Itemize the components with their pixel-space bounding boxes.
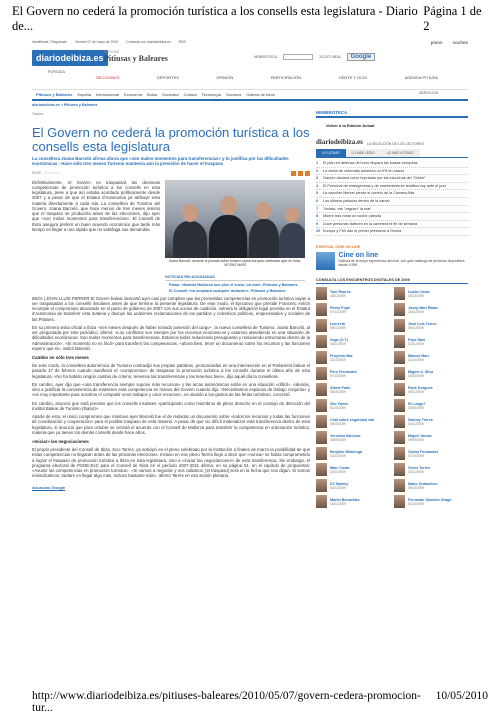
readers-title: LA SELECCIÓN DE LOS LECTORES bbox=[366, 142, 424, 146]
list-item-title[interactable]: Garzón declara como imputado por las escuchas del "Gürtel" bbox=[323, 176, 426, 181]
tab-sucesos[interactable]: Sucesos bbox=[225, 92, 242, 97]
print-page-number: Página 1 de 2 bbox=[423, 4, 482, 33]
encounter-name[interactable]: Proyecto Mar bbox=[330, 353, 353, 358]
readers-list-item[interactable] bbox=[316, 175, 468, 183]
encounter-item[interactable] bbox=[316, 319, 390, 333]
avatar bbox=[316, 447, 327, 460]
section-tag bbox=[104, 50, 168, 63]
avatar bbox=[316, 479, 327, 492]
encounter-date: 18/11/2009 bbox=[408, 309, 424, 314]
article-paragraph: El propio presidente del Consell de Ibiza, Xico Tarrés, ya anticipó en el pleno celebrado por la institución a finales de marzo la posibilidad de que estas competencias no llegaran antes de las próximas elecciones. Incluso en ese pleno Tarrés llegó a decir que «nunca» se había comprometido a lograr el traspaso de promoción turística a Ibiza en esta legislatura, sino a «iniciar las negociaciones» de esta transferencia. Sin embargo, el programa electoral de PSOE-ExC para el Consell de Ibiza en el período 2007-2011 afirma, en su página 51, en el capítulo de propuestas: «Asumir las competencias en promoción turística». «Sí vamos a negociar y nos callamos, [el traspaso] será en la fecha que nos digan. Si somos reivindicativos, tardaré en llegar algo más, incluso bastante más», afirmó Tarrés en esa sesión plenaria. bbox=[32, 447, 310, 479]
encounter-date: 15/12/2009 bbox=[408, 293, 424, 298]
encounter-date: 16/10/2009 bbox=[408, 373, 424, 378]
list-number: 5 bbox=[316, 191, 319, 196]
encounter-date: 02/11/2009 bbox=[408, 341, 424, 346]
article-paragraph: Aparte de esto, el único compromiso que mantuvo ayer Barceló fue el de redactar un documento sobre «todos los recursos y todas las funciones de coordinación y cooperación» para el posible traspaso de esta materia. A pesar de que vio difícil materializar esta transferencia dentro de esta legislatura, sí anunció que para octubre se cerrará el acuerdo con el Consell de Mallorca para transferir la competencia en ordenación turística, materia que ya tienen los demás consells desde hace años. bbox=[32, 414, 310, 435]
tab-internacional[interactable]: Internacional bbox=[96, 92, 119, 97]
print-icon[interactable] bbox=[291, 171, 296, 176]
article-paragraph: IBIZA | JOAN LLUÍS FERRER El Govern balear descartó ayer casi por completo que las prometidas competencias en promoción turística vayan a ser traspasadas a los consells insulares antes de que termine la presente legislatura. De este modo, el Ejecutivo que preside Francesc Antich incumple el compromiso alcanzado en el pacto de gobierno de 2007 con sus socios de coalición, vulnera la obligación legal prevista en el Estatut d'Autonomia de transferir esta materia y desoye las unánimes reclamaciones de los partidos y colectivos políticos, empresariales y sociales de las Pitiüses. bbox=[32, 295, 310, 322]
nav-gente-ocio[interactable]: GENTE Y OCIO bbox=[338, 75, 368, 80]
rss-link[interactable]: RSS bbox=[178, 40, 186, 44]
encounter-name[interactable]: Benjamí Villalonga bbox=[330, 449, 362, 454]
encounter-item[interactable] bbox=[394, 479, 468, 493]
encounter-name[interactable]: Lucrecia bbox=[330, 321, 345, 326]
avatar bbox=[316, 431, 327, 444]
readers-list-header bbox=[316, 138, 468, 146]
encounter-item[interactable] bbox=[316, 495, 390, 509]
email-icon[interactable] bbox=[298, 171, 303, 176]
section-small-label: NOTICIAS bbox=[104, 50, 120, 54]
print-title: El Govern no cederá la promoción turística a los consells esta legislatura - Diario de... bbox=[12, 4, 418, 33]
readers-list-item[interactable] bbox=[316, 168, 468, 176]
photo-person-4 bbox=[279, 223, 305, 258]
pisos-link[interactable]: pisos bbox=[430, 39, 443, 45]
nav-participacion[interactable]: PARTICIPACIÓN bbox=[270, 75, 302, 80]
list-item-title[interactable]: El plan en defensa del euro dispara las bolsas europeas bbox=[323, 161, 418, 165]
back-to-current-link[interactable]: Volver a la Edición Actual bbox=[326, 123, 375, 128]
encounter-item[interactable] bbox=[394, 367, 468, 381]
weather-label: 20-33°C IBIZA bbox=[319, 55, 341, 59]
encounter-item[interactable] bbox=[316, 287, 390, 301]
list-item-title[interactable]: Doce personas fallecen en la carretera el fin de semana bbox=[323, 221, 418, 226]
encounter-date: 09/12/2009 bbox=[408, 485, 424, 490]
avatar bbox=[394, 463, 405, 476]
section-tabs bbox=[32, 89, 468, 101]
servicios-link[interactable]: SERVICIOS bbox=[419, 91, 438, 95]
encounter-date: 25/09/2009 bbox=[330, 437, 346, 442]
encounter-name[interactable]: Pedro Pujol bbox=[330, 305, 350, 310]
encounter-name[interactable]: Mario Ordaucheu bbox=[408, 481, 438, 486]
hemeroteca-link[interactable]: HEMEROTECA bbox=[254, 55, 278, 59]
article-paragraph: En cambio, ayer dijo que «una transferencia siempre supone más recursos» y las arcas autonómicas están en una situación «difícil». Además, vino a justificar la conveniencia de mantener esta competencia en manos del Govern cuando dijo: «Necesitamos espacios de trabajo conjunto» y «es muy importante para nosotros el compartir unos trabajos y unos recursos», en alusión a los gastos de las ferias turísticas, concretó. bbox=[32, 381, 310, 398]
encounter-date: 09/09/2009 bbox=[408, 437, 424, 442]
encounter-name[interactable]: Martín Benavidez bbox=[330, 497, 360, 502]
photo-person-1 bbox=[173, 221, 207, 258]
photo-person-3 bbox=[249, 219, 279, 258]
encounter-name[interactable]: Silo Tarrés bbox=[330, 401, 349, 406]
encounter-date: 01/10/2009 bbox=[330, 405, 346, 410]
avatar bbox=[316, 415, 327, 428]
related-title: NOTICIAS RELACIONADAS bbox=[165, 275, 305, 281]
list-number: 1 bbox=[316, 161, 319, 165]
encounter-item[interactable] bbox=[316, 383, 390, 397]
encounter-date: 07/12/2009 bbox=[330, 309, 346, 314]
readers-tabs bbox=[316, 149, 468, 158]
related-link-2[interactable]: El Consell «no aceptará cualquier dotación». Pitiusas y Baleares bbox=[169, 288, 286, 293]
avatar bbox=[394, 351, 405, 364]
readers-list-item[interactable] bbox=[316, 160, 468, 168]
encounter-name[interactable]: Miguel A. Silva bbox=[408, 369, 434, 374]
encounter-date: 02/11/2009 bbox=[408, 469, 424, 474]
print-header bbox=[12, 4, 488, 34]
cine-description: Disfruta de la mejor experiencia del cine, con gran catálogo de películas disponibles desde 9,99€. bbox=[338, 258, 465, 267]
cine-label: ESPECIAL CINE ON LINE bbox=[316, 244, 361, 249]
section-label: Pitiusas y Baleares bbox=[104, 54, 168, 63]
avatar bbox=[316, 287, 327, 300]
rating-stars-icon[interactable]: ☆☆☆☆☆ bbox=[43, 171, 60, 176]
encounter-date: 16/12/2009 bbox=[330, 501, 346, 506]
print-footer bbox=[32, 690, 488, 714]
avatar bbox=[316, 383, 327, 396]
article-lead: La consellera Joana Barceló afirma ahora que «son malos momentos para transferencias» y lo justifica por las dificultades económicas - Hace sólo tres meses Turismo mantenía aún la previsión de hacer el traspaso bbox=[32, 156, 289, 167]
list-item-title[interactable]: El Personal de emergencias y de mantenimiento testifica hoy ante el juez bbox=[323, 183, 447, 188]
avatar bbox=[316, 495, 327, 508]
encounter-name[interactable]: Albert Prats bbox=[330, 385, 351, 390]
list-number: 8 bbox=[316, 214, 319, 219]
encounter-item[interactable] bbox=[316, 463, 390, 477]
photo-caption: Joana Barceló, durante la jornada sobre turismo social europeo celebrada ayer en Ibiza. VICENT MARÍ bbox=[168, 258, 302, 267]
tab-bolsa[interactable]: Bolsa bbox=[146, 92, 157, 97]
avatar bbox=[394, 431, 405, 444]
avatar bbox=[316, 367, 327, 380]
readers-list-item[interactable] bbox=[316, 198, 468, 206]
encounter-item[interactable] bbox=[394, 303, 468, 317]
film-icon bbox=[316, 252, 335, 270]
tab-latest[interactable]: LO ÚLTIMO bbox=[316, 149, 346, 157]
avatar bbox=[394, 367, 405, 380]
encounter-date: 18/12/2009 bbox=[330, 293, 346, 298]
encounter-item[interactable] bbox=[394, 431, 468, 445]
encounter-name[interactable]: Josep Mari Ribas bbox=[408, 305, 438, 310]
encounter-date: 09/12/2009 bbox=[330, 325, 346, 330]
encounter-name[interactable]: Pepe Marí bbox=[408, 337, 425, 342]
encounter-item[interactable] bbox=[316, 431, 390, 445]
list-number: 6 bbox=[316, 198, 319, 203]
related-link-1[interactable]: Palau: «Montar Mallorca nos pise el suelo, irá mal». Pitiusas y Baleares bbox=[169, 282, 298, 287]
share-icon[interactable] bbox=[305, 171, 310, 176]
encounter-item[interactable] bbox=[316, 447, 390, 461]
encounter-date: 21/10/2009 bbox=[408, 357, 424, 362]
readers-list-item[interactable] bbox=[316, 221, 468, 229]
avatar bbox=[316, 399, 327, 412]
avatar bbox=[394, 399, 405, 412]
encounter-item[interactable] bbox=[394, 319, 468, 333]
encounter-name[interactable]: Vega (O.T.) bbox=[330, 337, 349, 342]
avatar bbox=[316, 303, 327, 316]
tab-most-voted[interactable]: LO MÁS VOTADO bbox=[381, 149, 420, 157]
article-time: 09:09 bbox=[32, 171, 41, 176]
encounter-name[interactable]: Verónica Sánchez bbox=[330, 433, 361, 438]
photo-head-4 bbox=[285, 207, 299, 223]
encounter-date: 03/11/2009 bbox=[408, 421, 424, 426]
sidebar bbox=[316, 110, 468, 509]
encounter-date: 09/11/2009 bbox=[408, 325, 424, 330]
list-number: 9 bbox=[316, 221, 319, 226]
photo-head-3 bbox=[256, 202, 271, 219]
encounter-item[interactable] bbox=[394, 447, 468, 461]
tab-espana[interactable]: España bbox=[77, 92, 92, 97]
list-item-title[interactable]: La venta de viviendas aumenta un 9% en marzo bbox=[323, 168, 405, 173]
article-top-row bbox=[32, 180, 310, 293]
encounter-item[interactable] bbox=[316, 367, 390, 381]
encounter-name[interactable]: Manuel Marí bbox=[408, 353, 429, 358]
list-item-title[interactable]: Muere tras robar un coche patrulla bbox=[323, 214, 382, 219]
encounter-date: 11/12/2009 bbox=[330, 357, 346, 362]
nav-secciones[interactable]: SECCIONES bbox=[96, 75, 120, 80]
readers-list-item[interactable] bbox=[316, 183, 468, 191]
nav-deportes[interactable]: DEPORTES bbox=[156, 75, 179, 80]
encounter-item[interactable] bbox=[394, 351, 468, 365]
list-item-title[interactable]: 'Vudalo, me "caguen" la mar' bbox=[323, 206, 372, 211]
main-nav bbox=[32, 74, 468, 81]
article-paragraph: En su primera visita oficial a Ibiza –tres meses después de haber tomado posesión del cargo–, la nueva consellera de Turismo, Joana Barceló, al ser preguntada por este periódico, afirmó: «Los conflictos son siempre por los recursos económicos y estamos atendiendo en una situación de dificultades económicas. Son malos momentos para transferencias. Estamos todos reduciendo presupuesto y reduciendo estructuras dentro de la Administración». «El momento no es fácil» para transferir las competencias, «ahora bien, tener un documento sobre los recursos y las funciones espero que sí», indicó Barceló. bbox=[32, 324, 310, 351]
nav-opinion[interactable]: OPINIÓN bbox=[216, 75, 234, 80]
coches-link[interactable]: coches bbox=[452, 39, 468, 45]
encounter-date: 02/12/2009 bbox=[330, 485, 346, 490]
avatar bbox=[394, 303, 405, 316]
encounter-item[interactable] bbox=[316, 303, 390, 317]
encounter-date: 10/11/2009 bbox=[330, 453, 346, 458]
avatar bbox=[316, 335, 327, 348]
list-item-title[interactable]: Los últimos palacios dentro de la cárcel bbox=[323, 198, 390, 203]
encounters-grid bbox=[316, 287, 468, 509]
print-url: http://www.diariodeibiza.es/pitiuses-baleares/2010/05/07/govern-cedera-promocion-tur... bbox=[32, 690, 421, 714]
avatar bbox=[394, 479, 405, 492]
cine-block bbox=[316, 245, 468, 270]
encounter-item[interactable] bbox=[394, 495, 468, 509]
cine-title[interactable]: Cine on line bbox=[338, 251, 379, 259]
encounter-date: 05/10/2009 bbox=[330, 389, 346, 394]
article-tools bbox=[32, 170, 310, 177]
kicker: Turismo bbox=[32, 112, 44, 116]
tab-most-read[interactable]: LO MÁS LEÍDO bbox=[346, 149, 381, 157]
list-number: 4 bbox=[316, 183, 319, 188]
cine-promo[interactable] bbox=[316, 252, 468, 270]
encounter-name[interactable]: José Luis Torres bbox=[408, 321, 437, 326]
list-item-title[interactable]: Europa y FMI dan el primer préstamo a Grecia bbox=[323, 229, 402, 234]
encounter-item[interactable] bbox=[394, 399, 468, 413]
readers-list bbox=[316, 160, 468, 236]
article-photo bbox=[165, 180, 305, 258]
tab-cultura[interactable]: Cultura bbox=[183, 92, 197, 97]
avatar bbox=[394, 415, 405, 428]
photo-person-2 bbox=[209, 215, 247, 258]
encounter-name[interactable]: Miquel Jaume bbox=[408, 433, 432, 438]
article-subheading: Cambio en sólo tres meses bbox=[32, 355, 89, 361]
encounter-date: 07/10/2009 bbox=[330, 373, 346, 378]
article-paragraph: De este modo, la consellera autonómica de Turismo contradijo sus propias palabras, pronunciadas en una intervención en el Parlament balear el pasado 17 de febrero cuando manifestó el «compromiso» de traspasar la promoción turística a los consells durante el último año de esta legislatura. «No ha habido ningún cambio de criterio; tenemos las transferencias y las tenemos bien», dijo aquél día la consellera. bbox=[32, 363, 310, 379]
login-link[interactable]: Identificate / Regístrate bbox=[32, 40, 67, 44]
avatar bbox=[394, 335, 405, 348]
current-date: Viernes 07 de mayo de 2010 bbox=[74, 40, 119, 44]
encounter-item[interactable] bbox=[316, 415, 390, 429]
encounter-name[interactable]: Chat sobre seguridad vial bbox=[330, 417, 374, 422]
encounter-date: 09/11/2009 bbox=[408, 389, 424, 394]
photo-block bbox=[165, 180, 305, 293]
readers-list-item[interactable] bbox=[316, 190, 468, 198]
encounter-item[interactable] bbox=[394, 383, 468, 397]
encounter-name[interactable]: DJ Sammy bbox=[330, 481, 349, 486]
encounter-item[interactable] bbox=[394, 415, 468, 429]
article-paragraph: En cambio, anunció que está previsto que los consells insulares «participarán como miembros de pleno derecho en el consejo de dirección del Institut Balear de Turismo (Ibatur)». bbox=[32, 400, 310, 411]
site-logo[interactable]: diariodeibiza.es bbox=[32, 50, 108, 66]
encounter-name[interactable]: Toni Roures bbox=[330, 289, 351, 294]
encounter-name[interactable]: Rock Gorgues bbox=[408, 385, 433, 390]
encounter-name[interactable]: Lucila Costa bbox=[408, 289, 430, 294]
encounter-item[interactable] bbox=[394, 463, 468, 477]
article-title: El Govern no cederá la promoción turística a los consells esta legislatura bbox=[32, 125, 310, 154]
list-number: 10 bbox=[316, 229, 321, 234]
avatar bbox=[394, 287, 405, 300]
article bbox=[32, 125, 310, 490]
photo-head-1 bbox=[182, 204, 198, 222]
encounter-item[interactable] bbox=[316, 479, 390, 493]
encounter-name[interactable]: El Lungo? bbox=[408, 401, 426, 406]
related-news bbox=[165, 275, 305, 293]
list-item-title[interactable]: La canciller Merkel pierde el control de la Cámara Alta bbox=[323, 191, 414, 196]
avatar bbox=[316, 351, 327, 364]
readers-list-item[interactable] bbox=[316, 213, 468, 221]
portada-link[interactable]: PORTADA bbox=[48, 70, 66, 74]
photo-head-2 bbox=[220, 196, 237, 215]
encounters-title: CONSULTA LOS ENCUENTROS DIGITALES DE 2009 bbox=[316, 278, 468, 284]
tab-economia[interactable]: Economía bbox=[123, 92, 142, 97]
list-number: 2 bbox=[316, 168, 319, 173]
breadcrumb[interactable]: diariodeibiza.es » Pitiuses y Baleares bbox=[32, 103, 98, 107]
list-number: 3 bbox=[316, 176, 319, 181]
tab-tecnologia[interactable]: Tecnología bbox=[201, 92, 221, 97]
site-header bbox=[32, 48, 468, 74]
encounter-name[interactable]: Víctor Torres bbox=[408, 465, 431, 470]
encounter-item[interactable] bbox=[316, 335, 390, 349]
search-input[interactable] bbox=[283, 54, 313, 60]
article-subheading: «Iniciar» las negociaciones bbox=[32, 439, 89, 445]
tab-sociedad[interactable]: Sociedad bbox=[161, 92, 179, 97]
encounter-date: 09/10/2009 bbox=[330, 421, 346, 426]
web-page bbox=[32, 38, 468, 698]
encounter-name[interactable]: Sammy Torres bbox=[408, 417, 433, 422]
readers-logo: diariodeibiza.es bbox=[316, 138, 363, 146]
encounter-name[interactable]: Fernando Sánchez Dragó bbox=[408, 497, 452, 502]
encounter-date: 01/10/2009 bbox=[408, 501, 424, 506]
encounter-name[interactable]: Pere Fernández bbox=[330, 369, 357, 374]
readers-list-item[interactable] bbox=[316, 206, 468, 214]
print-date: 10/05/2010 bbox=[435, 690, 488, 702]
encounter-item[interactable] bbox=[316, 399, 390, 413]
encounter-name[interactable]: Marc Costa bbox=[330, 465, 350, 470]
article-intro: Definitivamente, el Govern no traspasará las decisivas competencias de promoción turística a los consells en esta legislatura, pese a que así estaba acordado políticamente desde 2007 y a pesar de que el Estatut d'Autonomia ya atribuye esta materia directamente a cada isla. La consellera de Turismo del Govern, Joana Barceló, que hace menos de tres meses insistió que el traspaso se produciría antes de las elecciones, dijo ayer que «son malos momentos para transferencias». El Consell de Ibiza asegura preferir un buen acuerdo económico que tarde más tiempo en llegar a uno rápido que no satisfaga sus demandas. bbox=[32, 179, 160, 232]
avatar bbox=[394, 319, 405, 332]
list-number: 7 bbox=[316, 206, 319, 211]
hemeroteca-title: HEMEROTECA bbox=[316, 110, 468, 118]
utility-bar bbox=[32, 38, 468, 46]
encounter-item[interactable] bbox=[394, 335, 468, 349]
encounter-name[interactable]: Carlos Fernández bbox=[408, 449, 439, 454]
contact-link[interactable]: Contacte con diariodeibiza.es bbox=[126, 40, 171, 44]
avatar bbox=[394, 447, 405, 460]
tab-galeria[interactable]: Galería de fotos bbox=[246, 92, 275, 97]
avatar bbox=[394, 383, 405, 396]
google-search-button[interactable]: Google bbox=[347, 53, 376, 61]
header-tools bbox=[254, 53, 375, 61]
encounter-item[interactable] bbox=[394, 287, 468, 301]
tab-pitiuses[interactable]: Pitiuses y Baleares bbox=[36, 92, 73, 97]
google-ads-link[interactable]: Anuncios Google bbox=[32, 484, 66, 490]
encounter-item[interactable] bbox=[316, 351, 390, 365]
encounter-date: 17/10/2009 bbox=[408, 453, 424, 458]
encounter-date: 22/11/2009 bbox=[330, 469, 346, 474]
avatar bbox=[394, 495, 405, 508]
readers-list-item[interactable] bbox=[316, 228, 468, 236]
encounter-date: 16/09/2009 bbox=[408, 405, 424, 410]
encounter-date: 16/11/2009 bbox=[330, 341, 346, 346]
nav-agenda[interactable]: AGENDA PITIUSA bbox=[404, 75, 438, 80]
avatar bbox=[316, 319, 327, 332]
avatar bbox=[316, 463, 327, 476]
